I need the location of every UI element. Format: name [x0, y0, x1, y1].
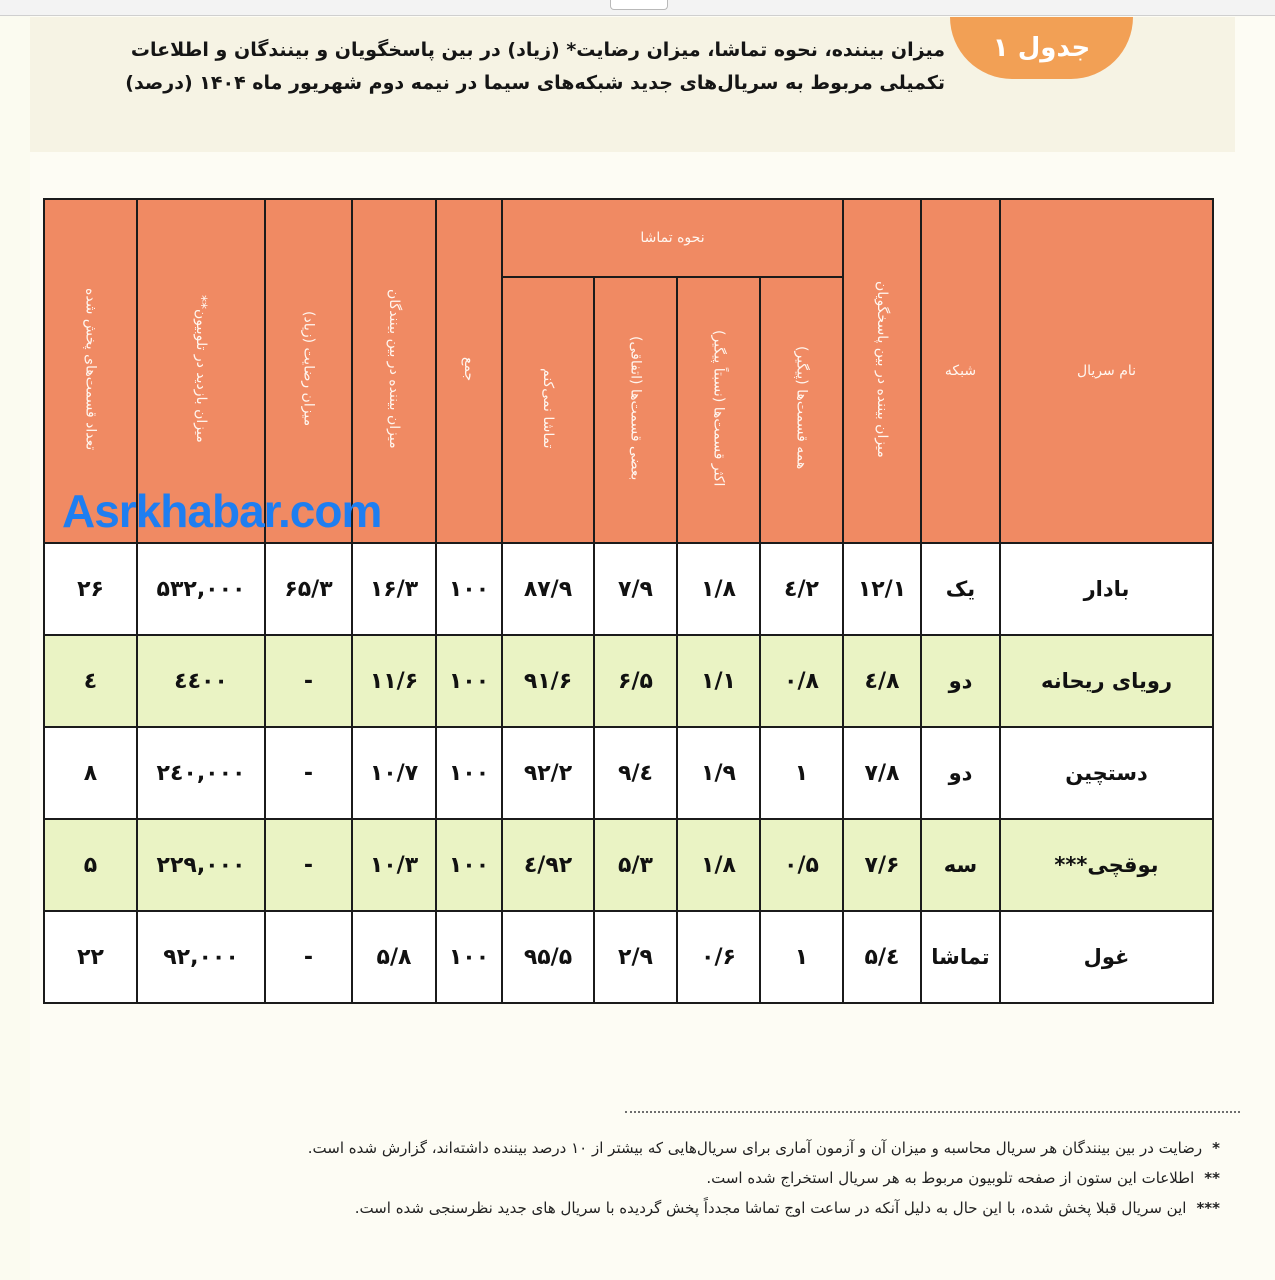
- cell-visits: ۲٤۰,۰۰۰: [137, 727, 265, 819]
- cell-episodes: ۲۲: [44, 911, 137, 1003]
- cell-some: ۵/۳: [594, 819, 677, 911]
- header-not-watch: تماشا نمی‌کنم: [502, 277, 594, 543]
- cell-among: ۵/۸: [352, 911, 436, 1003]
- cell-all: ۱: [760, 911, 843, 1003]
- cell-satisfaction: -: [265, 819, 352, 911]
- cell-name: رویای ریحانه: [1000, 635, 1213, 727]
- cell-most: ۰/۶: [677, 911, 760, 1003]
- header-viewers-among-viewers: میزان بیننده در بین بینندگان: [352, 199, 436, 543]
- cell-viewers: ۱۲/۱: [843, 543, 921, 635]
- cell-name: بادار: [1000, 543, 1213, 635]
- cell-episodes: ٤: [44, 635, 137, 727]
- cell-total: ۱۰۰: [436, 911, 502, 1003]
- header-most-episodes: اکثر قسمت‌ها (نسبتاً پیگیر): [677, 277, 760, 543]
- header-some-episodes: بعضی قسمت‌ها (اتفاقی): [594, 277, 677, 543]
- header-telewebion-visits: میزان بازدید در تلوبیون**: [137, 199, 265, 543]
- header-all-episodes: همه قسمت‌ها (پیگیر): [760, 277, 843, 543]
- table-row: [44, 543, 1213, 635]
- cell-visits: ۵۳۲,۰۰۰: [137, 543, 265, 635]
- cell-some: ٤/۹: [594, 727, 677, 819]
- cell-network: دو: [921, 635, 1000, 727]
- cell-some: ۷/۹: [594, 543, 677, 635]
- cell-all: ۰/۵: [760, 819, 843, 911]
- cell-total: ۱۰۰: [436, 819, 502, 911]
- header-satisfaction: میزان رضایت (زیاد): [265, 199, 352, 543]
- cell-not: ۸۷/۹: [502, 543, 594, 635]
- header-viewers-respondents: میزان بیننده در بین پاسخگویان: [843, 199, 921, 543]
- table-number-badge: جدول ۱: [950, 17, 1133, 79]
- cell-most: ۱/۱: [677, 635, 760, 727]
- watermark: Asrkhabar.com: [62, 485, 382, 537]
- statistics-table: [43, 198, 1214, 1004]
- tab-handle[interactable]: [610, 0, 668, 10]
- cell-most: ۱/۸: [677, 819, 760, 911]
- table-row: [44, 635, 1213, 727]
- header-episodes-aired: تعداد قسمت‌های پخش شده: [44, 199, 137, 543]
- cell-satisfaction: ۶۵/۳: [265, 543, 352, 635]
- cell-most: ۱/۸: [677, 543, 760, 635]
- cell-satisfaction: -: [265, 635, 352, 727]
- cell-among: ۱۰/۳: [352, 819, 436, 911]
- table-row: [44, 727, 1213, 819]
- footnote-2: **اطلاعات این ستون از صفحه تلوبیون مربوط به هر سریال استخراج شده است.: [706, 1169, 1220, 1187]
- header-series-name: نام سریال: [1000, 199, 1213, 543]
- cell-viewers: ٤/۵: [843, 911, 921, 1003]
- cell-episodes: ۲۶: [44, 543, 137, 635]
- cell-not: ۹۵/۵: [502, 911, 594, 1003]
- cell-network: سه: [921, 819, 1000, 911]
- cell-satisfaction: -: [265, 727, 352, 819]
- cell-not: ۹۱/۶: [502, 635, 594, 727]
- cell-most: ۱/۹: [677, 727, 760, 819]
- cell-among: ۱۱/۶: [352, 635, 436, 727]
- cell-all: ۱: [760, 727, 843, 819]
- cell-name: غول: [1000, 911, 1213, 1003]
- cell-among: ۱۰/۷: [352, 727, 436, 819]
- page-margin: [0, 16, 30, 1280]
- header-network: شبکه: [921, 199, 1000, 543]
- cell-not: ۹۲/٤: [502, 819, 594, 911]
- table-row: [44, 911, 1213, 1003]
- cell-all: ۰/۸: [760, 635, 843, 727]
- header-viewing-mode: نحوه تماشا: [502, 199, 843, 277]
- cell-satisfaction: -: [265, 911, 352, 1003]
- cell-visits: ۲۲۹,۰۰۰: [137, 819, 265, 911]
- cell-network: یک: [921, 543, 1000, 635]
- cell-total: ۱۰۰: [436, 635, 502, 727]
- cell-total: ۱۰۰: [436, 543, 502, 635]
- cell-not: ۹۲/۲: [502, 727, 594, 819]
- cell-episodes: ۵: [44, 819, 137, 911]
- cell-viewers: ۷/۸: [843, 727, 921, 819]
- cell-total: ۱۰۰: [436, 727, 502, 819]
- header-total: جمع: [436, 199, 502, 543]
- table-row: [44, 819, 1213, 911]
- cell-viewers: ۸/٤: [843, 635, 921, 727]
- cell-name: بوقچی***: [1000, 819, 1213, 911]
- cell-network: تماشا: [921, 911, 1000, 1003]
- cell-viewers: ۷/۶: [843, 819, 921, 911]
- cell-visits: ٤٤۰۰: [137, 635, 265, 727]
- cell-episodes: ۸: [44, 727, 137, 819]
- footnote-1: *رضایت در بین بینندگان هر سریال محاسبه و میزان آن و آزمون آماری برای سریال‌هایی که بیشتر از ۱۰ درصد بیننده داشته‌اند، گزارش شده است.: [307, 1139, 1220, 1157]
- cell-network: دو: [921, 727, 1000, 819]
- browser-top-bar: [0, 0, 1275, 16]
- footnote-divider: [625, 1111, 1240, 1113]
- cell-name: دستچین: [1000, 727, 1213, 819]
- footnote-3: ***این سریال قبلا پخش شده، با این حال به دلیل آنکه در ساعت اوج تماشا مجدداً پخش گردیده با سریال های جدید نظرسنجی شده است.: [354, 1199, 1220, 1217]
- footnotes: [55, 1133, 1220, 1223]
- cell-some: ۶/۵: [594, 635, 677, 727]
- table-title: میزان بیننده، نحوه تماشا، میزان رضایت* (زیاد) در بین پاسخگویان و بینندگان و اطلاعات تکمیلی مربوط به سریال‌های جدید شبکه‌های سیما در نیمه دوم شهریور ماه ۱۴۰۴ (درصد): [125, 39, 945, 94]
- cell-some: ۲/۹: [594, 911, 677, 1003]
- cell-all: ۲/٤: [760, 543, 843, 635]
- cell-visits: ۹۲,۰۰۰: [137, 911, 265, 1003]
- cell-among: ۱۶/۳: [352, 543, 436, 635]
